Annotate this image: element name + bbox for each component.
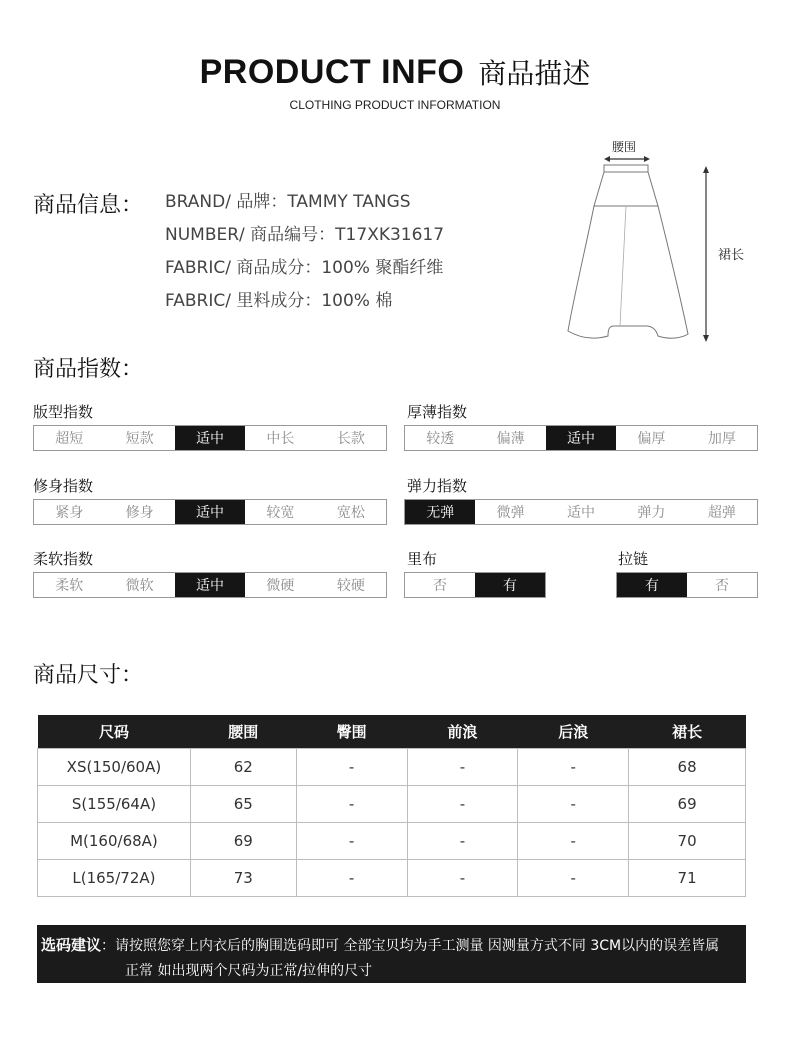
- indices-section-title: 商品指数：: [33, 357, 144, 382]
- index-option: 适中: [175, 426, 245, 450]
- index-option: 超弹: [707, 505, 736, 521]
- cell: 62: [190, 749, 296, 786]
- cell: -: [518, 749, 629, 786]
- lining-bar: [404, 572, 546, 598]
- index-option: 较透: [426, 431, 455, 447]
- index-option: 微硬: [266, 578, 295, 594]
- cell: M(160/68A): [38, 823, 191, 860]
- cell: 73: [190, 860, 296, 897]
- index-option: 有: [617, 573, 687, 597]
- cell: -: [296, 860, 407, 897]
- col-length: 裙长: [629, 715, 746, 749]
- stretch-index-bar: [404, 499, 758, 525]
- col-size: 尺码: [38, 715, 191, 749]
- index-option: 适中: [175, 573, 245, 597]
- lining-label: 里布: [407, 550, 438, 568]
- softness-index-label: 柔软指数: [33, 550, 94, 568]
- page-header: [0, 52, 790, 112]
- index-option: 加厚: [707, 431, 736, 447]
- index-option: 适中: [175, 500, 245, 524]
- softness-index-bar: [33, 572, 387, 598]
- index-option: 修身: [125, 505, 154, 521]
- index-option: 适中: [567, 505, 596, 521]
- title-row: [0, 52, 790, 92]
- table-header-row: [38, 715, 746, 749]
- cell: -: [518, 823, 629, 860]
- cell: 69: [629, 786, 746, 823]
- fit-index-bar: [33, 425, 387, 451]
- cell: -: [407, 749, 518, 786]
- index-option: 微软: [125, 578, 154, 594]
- col-hip: 臀围: [296, 715, 407, 749]
- stretch-index-label: 弹力指数: [407, 477, 468, 495]
- title-en: PRODUCT INFO: [199, 53, 465, 91]
- index-option: 否: [433, 578, 447, 594]
- sizes-section-title: 商品尺寸：: [33, 663, 144, 688]
- index-option: 长款: [336, 431, 365, 447]
- cell: -: [518, 860, 629, 897]
- cell: -: [407, 786, 518, 823]
- size-table: [37, 715, 746, 897]
- index-option: 超短: [55, 431, 84, 447]
- cell: 68: [629, 749, 746, 786]
- cell: -: [296, 749, 407, 786]
- info-brand: BRAND/ 品牌：TAMMY TANGS: [165, 192, 411, 212]
- index-option: 紧身: [55, 505, 84, 521]
- index-option: 有: [475, 573, 545, 597]
- cell: -: [407, 823, 518, 860]
- size-advice: [37, 925, 746, 983]
- index-option: 偏薄: [496, 431, 525, 447]
- index-option: 偏厚: [637, 431, 666, 447]
- table-row: [38, 823, 746, 860]
- slim-index-bar: [33, 499, 387, 525]
- advice-text-1: ：请按照您穿上内衣后的胸围选码即可 全部宝贝均为手工测量 因测量方式不同 3CM以内的误差皆属: [101, 938, 720, 954]
- info-fabric: FABRIC/ 商品成分：100% 聚酯纤维: [165, 258, 444, 278]
- index-option: 无弹: [405, 500, 475, 524]
- index-option: 短款: [125, 431, 154, 447]
- index-option: 较宽: [266, 505, 295, 521]
- table-row: [38, 786, 746, 823]
- thickness-index-label: 厚薄指数: [407, 403, 468, 421]
- index-option: 宽松: [336, 505, 365, 521]
- advice-text-2: 正常 如出现两个尺码为正常/拉伸的尺寸: [125, 963, 373, 979]
- table-row: [38, 860, 746, 897]
- index-option: 柔软: [55, 578, 84, 594]
- index-option: 弹力: [637, 505, 666, 521]
- advice-lead: 选码建议: [41, 936, 102, 954]
- fit-index-label: 版型指数: [33, 403, 94, 421]
- col-front-rise: 前浪: [407, 715, 518, 749]
- cell: 71: [629, 860, 746, 897]
- title-cn: 商品描述: [478, 57, 591, 90]
- cell: 65: [190, 786, 296, 823]
- cell: 69: [190, 823, 296, 860]
- col-waist: 腰围: [190, 715, 296, 749]
- waist-label: 腰围: [612, 140, 637, 154]
- cell: S(155/64A): [38, 786, 191, 823]
- cell: 70: [629, 823, 746, 860]
- cell: -: [407, 860, 518, 897]
- index-option: 适中: [546, 426, 616, 450]
- index-option: 否: [715, 578, 729, 594]
- info-section-title: 商品信息：: [33, 193, 144, 218]
- cell: -: [296, 786, 407, 823]
- col-back-rise: 后浪: [518, 715, 629, 749]
- index-option: 较硬: [336, 578, 365, 594]
- skirt-diagram: [560, 136, 760, 351]
- zipper-bar: [616, 572, 758, 598]
- index-option: 微弹: [496, 505, 525, 521]
- length-label: 裙长: [718, 248, 745, 263]
- cell: -: [296, 823, 407, 860]
- thickness-index-bar: [404, 425, 758, 451]
- table-row: [38, 749, 746, 786]
- cell: XS(150/60A): [38, 749, 191, 786]
- info-number: NUMBER/ 商品编号：T17XK31617: [165, 225, 445, 245]
- subtitle: CLOTHING PRODUCT INFORMATION: [289, 98, 501, 112]
- slim-index-label: 修身指数: [33, 477, 94, 495]
- info-lining: FABRIC/ 里料成分：100% 棉: [165, 291, 393, 311]
- zipper-label: 拉链: [618, 550, 649, 568]
- advice-line-1: [41, 933, 740, 959]
- cell: -: [518, 786, 629, 823]
- cell: L(165/72A): [38, 860, 191, 897]
- index-option: 中长: [266, 431, 295, 447]
- info-lines: [165, 190, 444, 322]
